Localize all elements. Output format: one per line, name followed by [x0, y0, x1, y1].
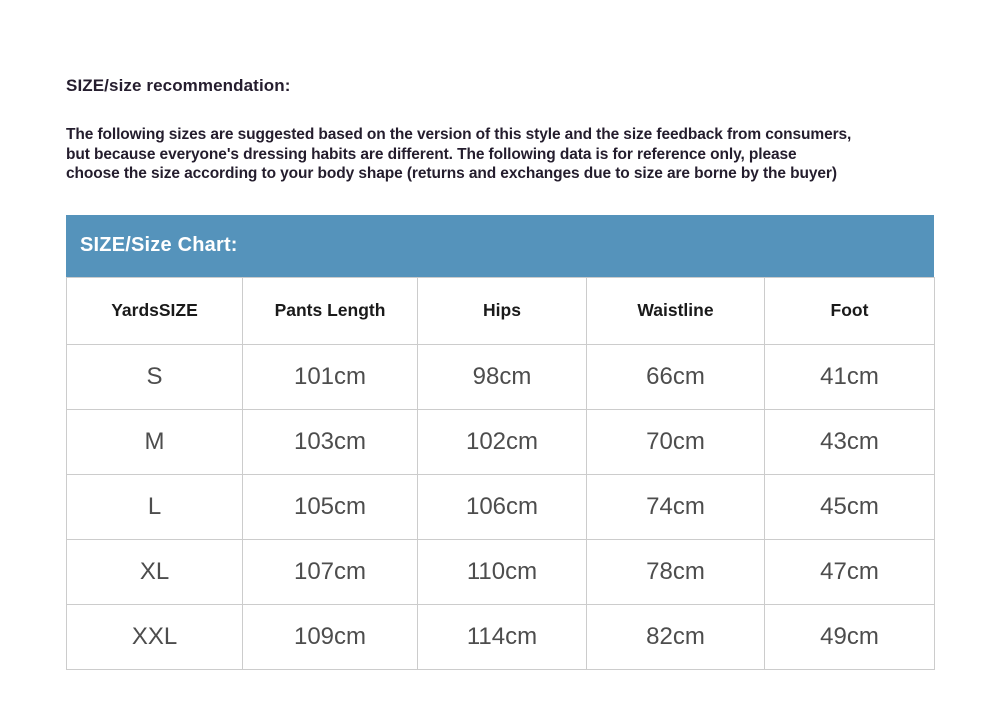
disclaimer-line: choose the size according to your body shape (returns and exchanges due to size are borne by the buyer) [66, 165, 837, 182]
waistline-cell: 74cm [587, 474, 765, 539]
hips-cell: 106cm [418, 474, 587, 539]
page-title: SIZE/size recommendation: [66, 76, 291, 95]
column-header-size: YardsSIZE [67, 277, 243, 344]
foot-cell: 43cm [765, 409, 935, 474]
size-cell: XL [67, 539, 243, 604]
table-row-xl [67, 539, 935, 604]
table-row-l [67, 474, 935, 539]
waistline-cell: 78cm [587, 539, 765, 604]
foot-cell: 41cm [765, 344, 935, 409]
size-cell: XXL [67, 604, 243, 669]
size-chart-title: SIZE/Size Chart: [80, 234, 238, 256]
size-disclaimer [66, 96, 934, 184]
size-chart-table [66, 277, 935, 670]
disclaimer-line: The following sizes are suggested based on the version of this style and the size feedback from consumers, [66, 126, 852, 143]
hips-cell: 114cm [418, 604, 587, 669]
size-cell: M [67, 409, 243, 474]
column-header-pants-length: Pants Length [243, 277, 418, 344]
pants-length-cell: 101cm [243, 344, 418, 409]
pants-length-cell: 107cm [243, 539, 418, 604]
foot-cell: 47cm [765, 539, 935, 604]
foot-cell: 45cm [765, 474, 935, 539]
disclaimer-line: but because everyone's dressing habits are different. The following data is for reference only, please [66, 145, 797, 163]
waistline-cell: 66cm [587, 344, 765, 409]
column-header-foot: Foot [765, 277, 935, 344]
pants-length-cell: 103cm [243, 409, 418, 474]
foot-cell: 49cm [765, 604, 935, 669]
waistline-cell: 82cm [587, 604, 765, 669]
pants-length-cell: 109cm [243, 604, 418, 669]
hips-cell: 110cm [418, 539, 587, 604]
size-chart-title-bar [66, 215, 934, 277]
column-header-hips: Hips [418, 277, 587, 344]
pants-length-cell: 105cm [243, 474, 418, 539]
table-row-xxl [67, 604, 935, 669]
waistline-cell: 70cm [587, 409, 765, 474]
table-row-m [67, 409, 935, 474]
table-row-s [67, 344, 935, 409]
content-area [66, 0, 934, 670]
hips-cell: 98cm [418, 344, 587, 409]
size-cell: L [67, 474, 243, 539]
column-header-waistline: Waistline [587, 277, 765, 344]
size-cell: S [67, 344, 243, 409]
hips-cell: 102cm [418, 409, 587, 474]
table-header-row [67, 277, 935, 344]
